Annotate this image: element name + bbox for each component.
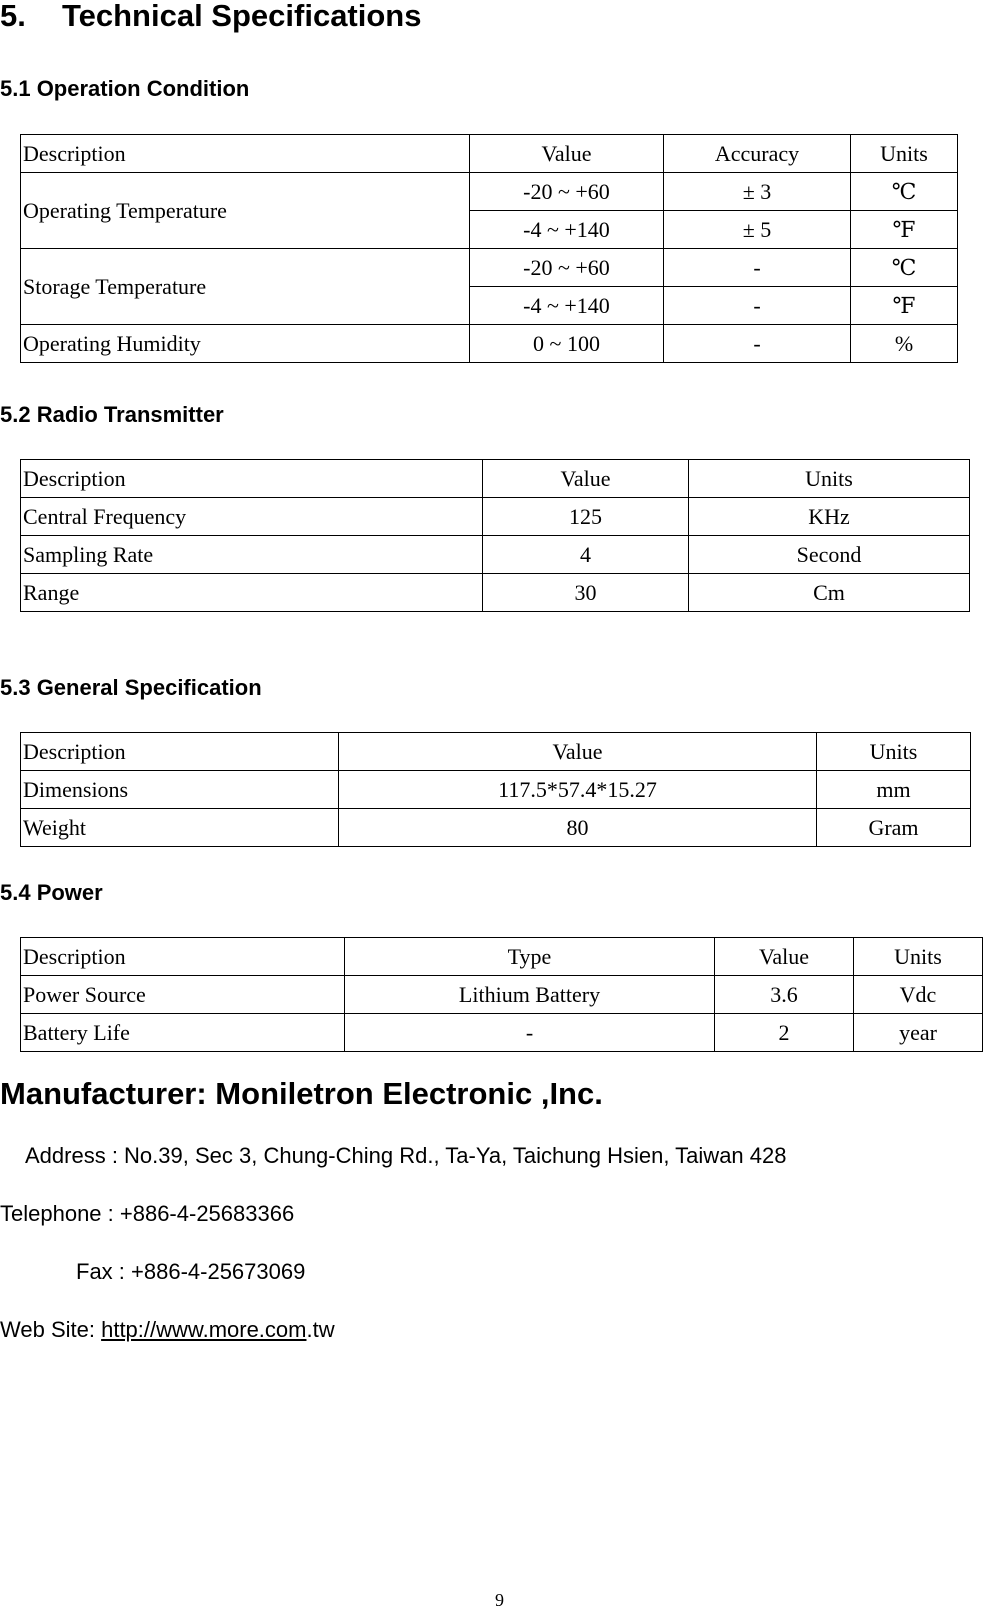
- section-title: Technical Specifications: [62, 0, 422, 33]
- header-units: Units: [689, 460, 970, 498]
- header-description: Description: [21, 460, 483, 498]
- row-description: Operating Temperature: [21, 173, 470, 249]
- website-suffix: .tw: [306, 1317, 335, 1342]
- row-value: 80: [339, 809, 817, 847]
- row-accuracy: -: [664, 325, 851, 363]
- row-description: Weight: [21, 809, 339, 847]
- operation-condition-heading: 5.1 Operation Condition: [0, 76, 250, 101]
- row-units: Second: [689, 536, 970, 574]
- header-units: Units: [854, 938, 983, 976]
- table-row: [21, 574, 970, 612]
- header-type: Type: [345, 938, 715, 976]
- section-number: 5.: [0, 0, 26, 33]
- power-heading: 5.4 Power: [0, 880, 103, 905]
- row-description: Storage Temperature: [21, 249, 470, 325]
- table-row: [21, 771, 971, 809]
- table-row: [21, 325, 958, 363]
- row-value: -4 ~ +140: [470, 287, 664, 325]
- header-description: Description: [21, 135, 470, 173]
- row-description: Central Frequency: [21, 498, 483, 536]
- row-type: -: [345, 1014, 715, 1052]
- manufacturer-heading: Manufacturer: Moniletron Electronic ,Inc.: [0, 1076, 603, 1111]
- manufacturer-telephone: Telephone : +886-4-25683366: [0, 1201, 295, 1226]
- row-units: Gram: [817, 809, 971, 847]
- row-value: 3.6: [715, 976, 854, 1014]
- header-value: Value: [470, 135, 664, 173]
- row-value: 0 ~ 100: [470, 325, 664, 363]
- row-value: -4 ~ +140: [470, 211, 664, 249]
- row-value: -20 ~ +60: [470, 173, 664, 211]
- row-value: 4: [483, 536, 689, 574]
- table-row: [21, 976, 983, 1014]
- row-value: 30: [483, 574, 689, 612]
- row-accuracy: -: [664, 287, 851, 325]
- website-label: Web Site:: [0, 1317, 102, 1342]
- header-accuracy: Accuracy: [664, 135, 851, 173]
- row-units: ℃: [851, 249, 958, 287]
- row-accuracy: ± 5: [664, 211, 851, 249]
- row-description: Battery Life: [21, 1014, 345, 1052]
- header-value: Value: [339, 733, 817, 771]
- row-description: Range: [21, 574, 483, 612]
- general-specification-table: [20, 732, 971, 847]
- website-link[interactable]: http://www.more.com: [101, 1317, 307, 1342]
- row-accuracy: ± 3: [664, 173, 851, 211]
- table-header-row: [21, 460, 970, 498]
- row-description: Sampling Rate: [21, 536, 483, 574]
- table-row: [21, 809, 971, 847]
- page-number: 9: [495, 1590, 504, 1610]
- table-row: [21, 249, 958, 287]
- row-description: Power Source: [21, 976, 345, 1014]
- row-units: KHz: [689, 498, 970, 536]
- table-row: [21, 536, 970, 574]
- header-value: Value: [715, 938, 854, 976]
- header-description: Description: [21, 938, 345, 976]
- row-type: Lithium Battery: [345, 976, 715, 1014]
- header-units: Units: [817, 733, 971, 771]
- row-units: ℉: [851, 211, 958, 249]
- row-value: 2: [715, 1014, 854, 1052]
- row-description: Operating Humidity: [21, 325, 470, 363]
- header-description: Description: [21, 733, 339, 771]
- table-header-row: [21, 733, 971, 771]
- row-units: %: [851, 325, 958, 363]
- header-value: Value: [483, 460, 689, 498]
- general-specification-heading: 5.3 General Specification: [0, 675, 262, 700]
- table-header-row: [21, 938, 983, 976]
- radio-transmitter-heading: 5.2 Radio Transmitter: [0, 402, 224, 427]
- row-value: 125: [483, 498, 689, 536]
- table-header-row: [21, 135, 958, 173]
- row-units: Cm: [689, 574, 970, 612]
- header-units: Units: [851, 135, 958, 173]
- operation-condition-table: [20, 134, 958, 363]
- page-title: [0, 0, 421, 34]
- table-row: [21, 498, 970, 536]
- manufacturer-fax: Fax : +886-4-25673069: [76, 1259, 306, 1284]
- row-units: year: [854, 1014, 983, 1052]
- radio-transmitter-table: [20, 459, 970, 612]
- manufacturer-address: Address : No.39, Sec 3, Chung-Ching Rd., Ta-Ya, Taichung Hsien, Taiwan 428: [25, 1143, 787, 1168]
- row-units: mm: [817, 771, 971, 809]
- row-units: Vdc: [854, 976, 983, 1014]
- row-units: ℃: [851, 173, 958, 211]
- manufacturer-website: [0, 1317, 335, 1343]
- power-table: [20, 937, 983, 1052]
- row-accuracy: -: [664, 249, 851, 287]
- row-units: ℉: [851, 287, 958, 325]
- row-value: 117.5*57.4*15.27: [339, 771, 817, 809]
- table-row: [21, 1014, 983, 1052]
- table-row: [21, 173, 958, 211]
- row-description: Dimensions: [21, 771, 339, 809]
- row-value: -20 ~ +60: [470, 249, 664, 287]
